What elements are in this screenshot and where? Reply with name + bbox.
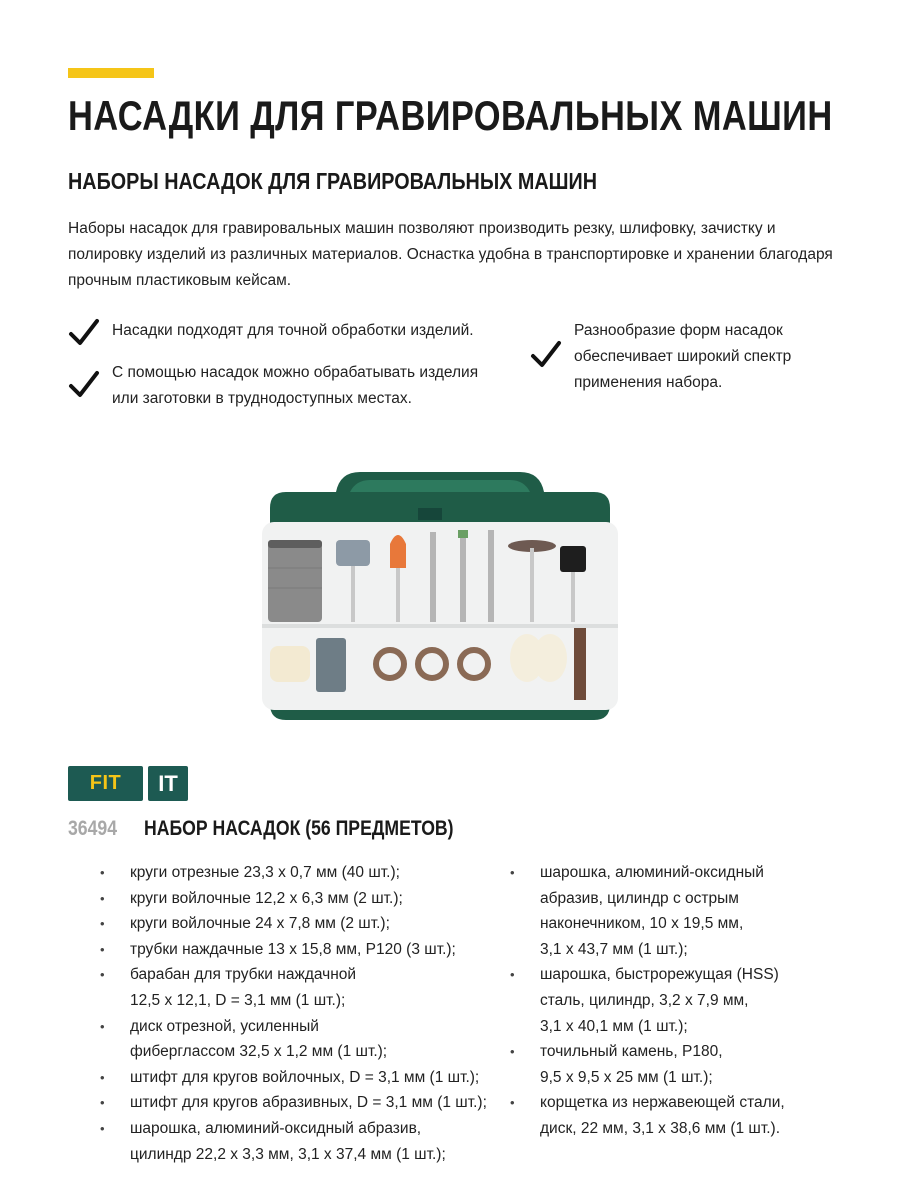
case-latch xyxy=(418,508,442,520)
items-list-right xyxy=(510,860,840,1142)
feature-text: обеспечивает широкий спектр xyxy=(574,348,792,365)
felt-wheels xyxy=(270,646,310,682)
list-item: • шарошка, алюминий-оксидный абразив, цилиндр 22,2 х 3,3 мм, 3,1 х 37,4 мм (1 шт.); xyxy=(100,1116,500,1167)
case-handle xyxy=(350,480,530,492)
items-list-left xyxy=(100,860,500,1167)
list-item: • диск отрезной, усиленный фибергласcом 32,5 х 1,2 мм (1 шт.); xyxy=(100,1014,500,1065)
list-item: • шарошка, быстрорежущая (HSS) сталь, цилиндр, 3,2 х 7,9 мм, 3,1 х 40,1 мм (1 шт.); xyxy=(510,962,840,1039)
abrasive-cone xyxy=(390,535,406,568)
intro-paragraph xyxy=(68,216,838,294)
list-item: • круги войлочные 24 х 7,8 мм (2 шт.); xyxy=(100,911,500,937)
accent-bar xyxy=(68,68,154,78)
list-item: • барабан для трубки наждачной 12,5 х 12,1, D = 3,1 мм (1 шт.); xyxy=(100,962,500,1013)
mandrel xyxy=(460,530,466,622)
intro-line: прочным пластиковым кейсам. xyxy=(68,272,292,289)
sharpening-stone xyxy=(316,638,346,692)
feature-3 xyxy=(530,318,830,396)
feature-text: С помощью насадок можно обрабатывать изделия xyxy=(112,364,479,381)
sanding-drum xyxy=(560,546,586,572)
list-item: • шарошка, алюминий-оксидный абразив, цилиндр с острым наконечником, 10 х 19,5 мм, 3,1 х 43,7 мм (1 шт.); xyxy=(510,860,840,962)
brand-it-label: IT xyxy=(158,770,178,796)
intro-line: Наборы насадок для гравировальных машин позволяют производить резку, шлифовку, зачистку и xyxy=(68,220,776,237)
product-title: НАБОР НАСАДОК (56 ПРЕДМЕТОВ) xyxy=(144,817,454,840)
list-item: • круги отрезные 23,3 х 0,7 мм (40 шт.); xyxy=(100,860,500,886)
check-icon xyxy=(530,340,562,370)
feature-text: или заготовки в труднодоступных местах. xyxy=(112,390,412,407)
list-item: • точильный камень, Р180, 9,5 х 9,5 х 25 мм (1 шт.); xyxy=(510,1039,840,1090)
product-image xyxy=(240,468,640,730)
brand-fit-label: FIT xyxy=(89,772,122,794)
feature-text: применения набора. xyxy=(574,374,723,391)
felt-disc xyxy=(533,634,567,682)
brand-logo-it xyxy=(148,766,188,801)
product-sku: 36494 xyxy=(68,817,118,840)
hss-cutter xyxy=(430,532,436,622)
mandrel xyxy=(488,530,494,622)
grinding-stone xyxy=(336,540,370,566)
page-title: НАСАДКИ ДЛЯ ГРАВИРОВАЛЬНЫХ МАШИН xyxy=(68,92,833,139)
tray-divider xyxy=(262,624,618,628)
feature-2 xyxy=(68,360,508,412)
feature-1 xyxy=(68,318,508,348)
feature-text: Разнообразие форм насадок xyxy=(574,322,783,339)
check-icon xyxy=(68,318,100,348)
list-item: • корщетка из нержавеющей стали, диск, 22 мм, 3,1 х 38,6 мм (1 шт.). xyxy=(510,1090,840,1141)
cut-off-disc xyxy=(574,628,586,700)
check-icon xyxy=(68,370,100,400)
list-item: • круги войлочные 12,2 х 6,3 мм (2 шт.); xyxy=(100,886,500,912)
feature-text: Насадки подходят для точной обработки изделий. xyxy=(112,322,474,339)
list-item: • трубки наждачные 13 х 15,8 мм, Р120 (3 шт.); xyxy=(100,937,500,963)
list-item: • штифт для кругов войлочных, D = 3,1 мм (1 шт.); xyxy=(100,1065,500,1091)
cutting-discs xyxy=(268,540,322,622)
section-title: НАБОРЫ НАСАДОК ДЛЯ ГРАВИРОВАЛЬНЫХ МАШИН xyxy=(68,168,598,194)
intro-line: полировку изделий из различных материалов. Оснастка удобна в транспортировке и хранении благодаря xyxy=(68,246,833,263)
list-item: • штифт для кругов абразивных, D = 3,1 мм (1 шт.); xyxy=(100,1090,500,1116)
brand-logo-fit xyxy=(68,766,143,801)
